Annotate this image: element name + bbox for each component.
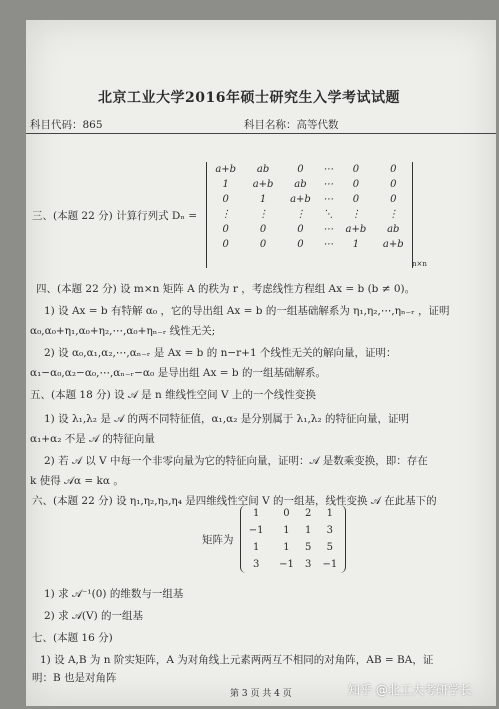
exam-page [26, 20, 496, 706]
det-cell: 0 [222, 194, 229, 205]
matrix-cell: 5 [326, 542, 334, 553]
header-rule [26, 133, 496, 134]
det-cell: 0 [259, 224, 267, 235]
exam-title: 北京工业大学2016年硕士研究生入学考试试题 [98, 90, 400, 106]
det-cell: 0 [222, 224, 229, 235]
q5-line-4: 2) 若 𝒜 以 V 中每一个非零向量为它的特征向量，证明：𝒜 是数乘变换，即：存在 [44, 455, 428, 467]
matrix-cell: 2 [304, 508, 312, 519]
q7-line-1: 七、(本题 16 分) [32, 632, 113, 644]
det-cell: 0 [352, 164, 360, 175]
matrix-cell: 1 [304, 525, 312, 536]
matrix-cell: 1 [283, 542, 290, 553]
det-cell: a+b [382, 239, 404, 250]
det-row [207, 192, 412, 207]
q5-line-2: 1) 设 λ₁,λ₂ 是 𝒜 的两不同特征值，α₁,α₂ 是分别属于 λ₁,λ₂ 的特征向量，证明 [44, 413, 409, 425]
det-cell: ⋯ [323, 164, 334, 175]
det-subscript: n×n [412, 260, 427, 268]
q7-line-3: 明：B 也是对角阵 [32, 672, 117, 684]
det-cell: 0 [352, 179, 360, 190]
q6-line-1: 六、(本题 22 分) 设 η₁,η₂,η₃,η₄ 是四维线性空间 V 的一组基，线性变换 𝒜 在此基下的 [32, 495, 437, 507]
page-number: 第 3 页 共 4 页 [230, 689, 292, 699]
q4-line-5: α₁−α₀,α₂−α₀,⋯,αₙ₋ᵣ−α₀ 是导出组 Ax = b 的一组基础解系。 [30, 367, 326, 379]
det-cell: 0 [352, 194, 360, 205]
matrix-cell: 3 [326, 525, 334, 536]
determinant-table [207, 162, 412, 252]
det-cell: a+b [290, 194, 311, 205]
det-cell: 1 [222, 179, 229, 190]
det-cell: 0 [297, 239, 304, 250]
matrix-cell: 3 [252, 559, 260, 570]
determinant [206, 162, 413, 268]
q4-line-2: 1) 设 Ax = b 有特解 α₀ ，它的导出组 Ax = b 的一组基础解系为 η₁,η₂,⋯,ηₙ₋ᵣ ，证明 [44, 305, 450, 317]
matrix-cell: 0 [283, 508, 290, 519]
det-cell: ⋮ [295, 209, 306, 220]
det-cell: 0 [297, 224, 304, 235]
q5-line-5: k 使得 𝒜α = kα 。 [30, 475, 124, 487]
matrix-row [241, 556, 345, 573]
det-cell: ab [294, 179, 307, 190]
matrix-row [241, 522, 345, 539]
matrix-cell: −1 [248, 525, 264, 536]
matrix-cell: −1 [322, 559, 338, 570]
subject-code: 科目代码：865 [30, 119, 103, 131]
transform-matrix [240, 505, 346, 573]
det-cell: ⋮ [220, 209, 231, 220]
det-row [207, 162, 412, 177]
matrix-cell: 1 [252, 542, 260, 553]
det-cell: 1 [352, 239, 360, 250]
q7-line-2: 1) 设 A,B 为 n 阶实矩阵，A 为对角线上元素两两互不相同的对角阵，AB = BA，证 [40, 654, 434, 666]
det-cell: ⋯ [323, 224, 334, 235]
q6-line-2: 1) 求 𝒜⁻¹(0) 的维数与一组基 [44, 588, 184, 600]
matrix-cell: 3 [304, 559, 312, 570]
det-cell: a+b [252, 179, 274, 190]
det-cell: 0 [390, 179, 397, 190]
det-row [207, 207, 412, 222]
det-cell: ⋯ [323, 239, 334, 250]
det-cell: 1 [259, 194, 267, 205]
matrix-row [241, 539, 345, 556]
matrix-table [241, 505, 345, 573]
q5-line-1: 五、(本题 18 分) 设 𝒜 是 n 维线性空间 V 上的一个线性变换 [30, 389, 316, 401]
det-cell: a+b [215, 164, 237, 175]
matrix-cell: 1 [283, 525, 290, 536]
det-cell: ⋮ [350, 209, 361, 220]
q4-line-3: α₀,α₀+η₁,α₀+η₂,⋯,α₀+ηₙ₋ᵣ 线性无关; [30, 325, 216, 337]
det-cell: ⋮ [388, 209, 399, 220]
det-cell: 0 [297, 164, 304, 175]
matrix-row [241, 505, 345, 522]
subject-name: 科目名称：高等代数 [244, 119, 339, 131]
det-cell: ⋱ [323, 209, 334, 220]
det-row [207, 237, 412, 252]
det-cell: 0 [222, 239, 229, 250]
det-cell: ⋮ [258, 209, 269, 220]
det-cell: 0 [259, 239, 267, 250]
det-row [207, 177, 412, 192]
q6-line-3: 2) 求 𝒜(V) 的一组基 [44, 610, 143, 622]
det-cell: a+b [345, 224, 367, 235]
det-cell: 0 [390, 194, 397, 205]
q6-matrix-label: 矩阵为 [202, 534, 234, 546]
watermark: 知乎 @北工大考研学长 [348, 683, 472, 697]
det-cell: ⋯ [323, 179, 334, 190]
matrix-cell: 1 [326, 508, 334, 519]
q4-line-1: 四、(本题 22 分) 设 m×n 矩阵 A 的秩为 r ，考虑线性方程组 Ax = b (b ≠ 0)。 [36, 283, 416, 295]
det-row [207, 222, 412, 237]
matrix-cell: 5 [304, 542, 312, 553]
det-cell: ⋯ [323, 194, 334, 205]
q3-prefix: 三、(本题 22 分) 计算行列式 Dₙ = [32, 210, 198, 222]
det-cell: 0 [390, 164, 397, 175]
q4-line-4: 2) 设 α₀,α₁,α₂,⋯,αₙ₋ᵣ 是 Ax = b 的 n−r+1 个线性无关的解向量，证明： [44, 347, 397, 359]
det-cell: ab [256, 164, 270, 175]
det-cell: ab [387, 224, 400, 235]
q5-line-3: α₁+α₂ 不是 𝒜 的特征向量 [30, 433, 155, 445]
matrix-cell: −1 [279, 559, 294, 570]
matrix-cell: 1 [252, 508, 260, 519]
